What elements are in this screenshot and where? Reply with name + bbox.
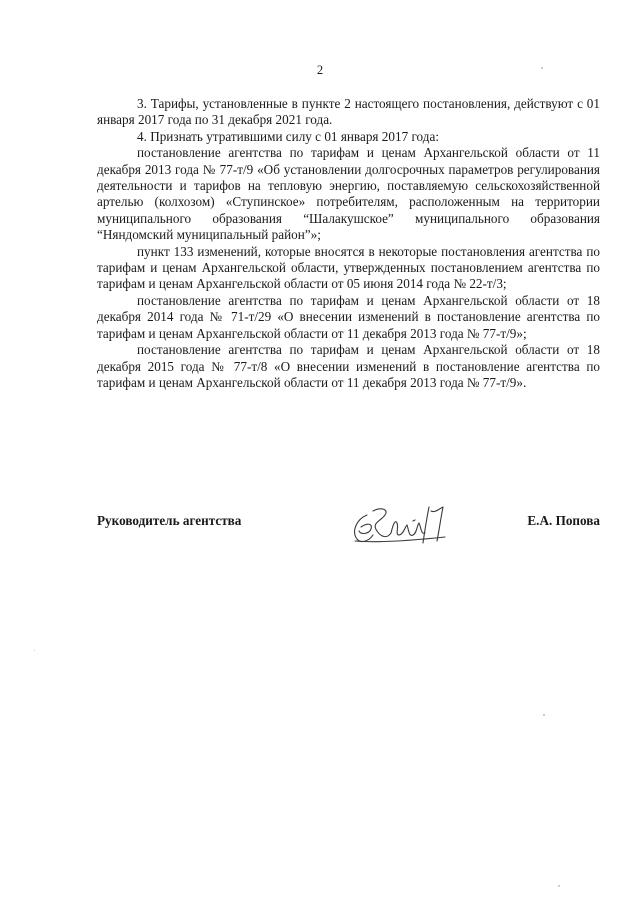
scan-speck bbox=[558, 885, 560, 887]
signatory-name: Е.А. Попова bbox=[527, 513, 600, 528]
signatory-title: Руководитель агентства bbox=[97, 513, 242, 528]
paragraph-tariffs-validity: 3. Тарифы, установленные в пункте 2 настоящего постановления, действуют с 01 января 2017 года по 31 декабря 2021 года. bbox=[97, 96, 600, 128]
signature-block bbox=[97, 507, 600, 547]
handwritten-signature bbox=[347, 501, 467, 551]
page-number: 2 bbox=[316, 63, 324, 77]
document-body bbox=[97, 96, 600, 391]
scan-speck bbox=[543, 714, 545, 716]
scan-speck bbox=[541, 67, 543, 69]
paragraph-repealed-resolution-71-t-29: постановление агентства по тарифам и ценам Архангельской области от 18 декабря 2014 года № 71-т/29 «О внесении изменений в постановление агентства по тарифам и ценам Архангельской области от 11 декабря 2013 года № 77-т/9»; bbox=[97, 292, 600, 341]
scan-speck bbox=[34, 650, 35, 651]
paragraph-repealed-resolution-77-t-9: постановление агентства по тарифам и ценам Архангельской области от 11 декабря 2013 года № 77-т/9 «Об установлении долгосрочных параметров регулирования деятельности и тарифов на тепловую энергию, поставляемую сельскохозяйственной артелью (колхозом) «Ступинское» потребителям, расположенным на территории муниципального образования “Шалакушское” муниципального образования “Няндомский муниципальный район”»; bbox=[97, 145, 600, 243]
paragraph-repealed-item-133: пункт 133 изменений, которые вносятся в некоторые постановления агентства по тарифам и ценам Архангельской области, утвержденных постановлением агентства по тарифам и ценам Архангельской области от 05 июня 2014 года № 22-т/3; bbox=[97, 243, 600, 292]
paragraph-repeal-intro: 4. Признать утратившими силу с 01 января 2017 года: bbox=[137, 128, 439, 144]
paragraph-repealed-resolution-77-t-8: постановление агентства по тарифам и ценам Архангельской области от 18 декабря 2015 года № 77-т/8 «О внесении изменений в постановление агентства по тарифам и ценам Архангельской области от 11 декабря 2013 года № 77-т/9». bbox=[97, 342, 600, 390]
